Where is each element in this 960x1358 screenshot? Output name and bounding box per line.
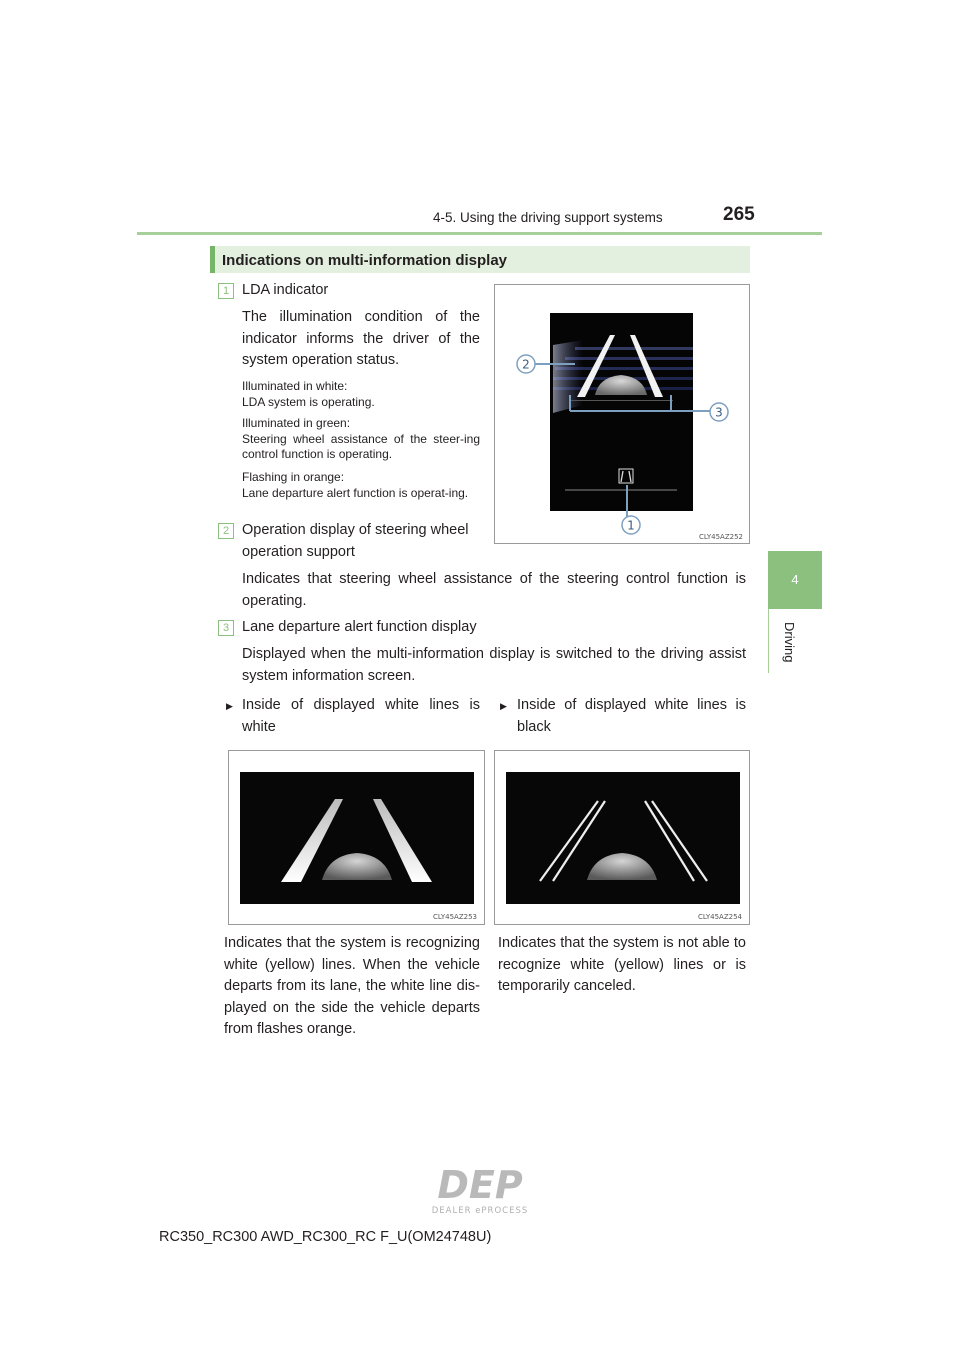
callout-1: 1: [627, 518, 635, 533]
figure-code: CLY45AZ254: [698, 913, 742, 921]
item-3-body: Displayed when the multi-information display is switched to the driving assist system information screen.: [242, 646, 746, 684]
white-lines-illustration: [229, 751, 484, 924]
triangle-bullet-icon: ▶: [500, 701, 507, 711]
dealer-eprocess-logo: [414, 1164, 546, 1216]
model-code-footer: RC350_RC300 AWD_RC300_RC F_U(OM24748U): [159, 1229, 492, 1245]
comparison-heading-black: Inside of displayed white lines is black: [517, 697, 746, 735]
state-desc: LDA system is operating.: [242, 394, 375, 409]
chapter-tab-rule: [768, 609, 769, 673]
section-heading: Indications on multi-information display: [222, 252, 508, 269]
white-lines-figure: [228, 750, 485, 925]
state-green: [242, 416, 480, 463]
triangle-bullet-icon: ▶: [226, 701, 233, 711]
header-rule: [137, 232, 822, 235]
black-lines-illustration: [495, 751, 749, 924]
state-label: Illuminated in white:: [242, 379, 348, 393]
dep-logo-mark: [414, 1164, 546, 1216]
state-label: Flashing in orange:: [242, 470, 345, 484]
caption-black-lines: Indicates that the system is not able to recognize white (yellow) lines or is temporarily canceled.: [498, 935, 746, 994]
figure-code: CLY45AZ252: [699, 533, 743, 541]
callout-3: 3: [715, 405, 723, 420]
state-orange: [242, 470, 480, 501]
item-1-title: LDA indicator: [242, 282, 329, 298]
comparison-heading-white: Inside of displayed white lines is white: [242, 697, 480, 735]
logo-subtext: DEALER ePROCESS: [431, 1206, 529, 1216]
item-number-3: 3: [218, 620, 234, 636]
state-white: [242, 379, 480, 410]
figure-code: CLY45AZ253: [433, 913, 477, 921]
chapter-label: Driving: [782, 622, 797, 663]
item-2-body: Indicates that steering wheel assistance of the steering control function is operating.: [242, 571, 746, 609]
mid-display-figure: [494, 284, 750, 544]
callout-2: 2: [522, 357, 530, 372]
black-lines-figure: [494, 750, 750, 925]
item-number-1: 1: [218, 283, 234, 299]
mid-display-illustration: [495, 285, 749, 543]
item-3-title: Lane departure alert function display: [242, 619, 477, 635]
item-2-title: Operation display of steering wheel operation support: [242, 522, 469, 560]
logo-text: DEP: [437, 1164, 523, 1207]
item-number-2: 2: [218, 523, 234, 539]
state-desc: Lane departure alert function is operat-ing.: [242, 485, 469, 500]
state-desc: Steering wheel assistance of the steer-ing control function is operating.: [242, 431, 480, 461]
chapter-tab: 4: [768, 551, 822, 609]
item-1-body: The illumination condition of the indicator informs the driver of the system operation status.: [242, 309, 480, 368]
page-number: 265: [723, 204, 755, 225]
state-label: Illuminated in green:: [242, 416, 351, 430]
running-header-title: 4-5. Using the driving support systems: [433, 210, 663, 225]
caption-white-lines: Indicates that the system is recognizing white (yellow) lines. When the vehicle departs from its lane, the white line dis-played on the side the vehicle departs from flashes orange.: [224, 935, 480, 1037]
